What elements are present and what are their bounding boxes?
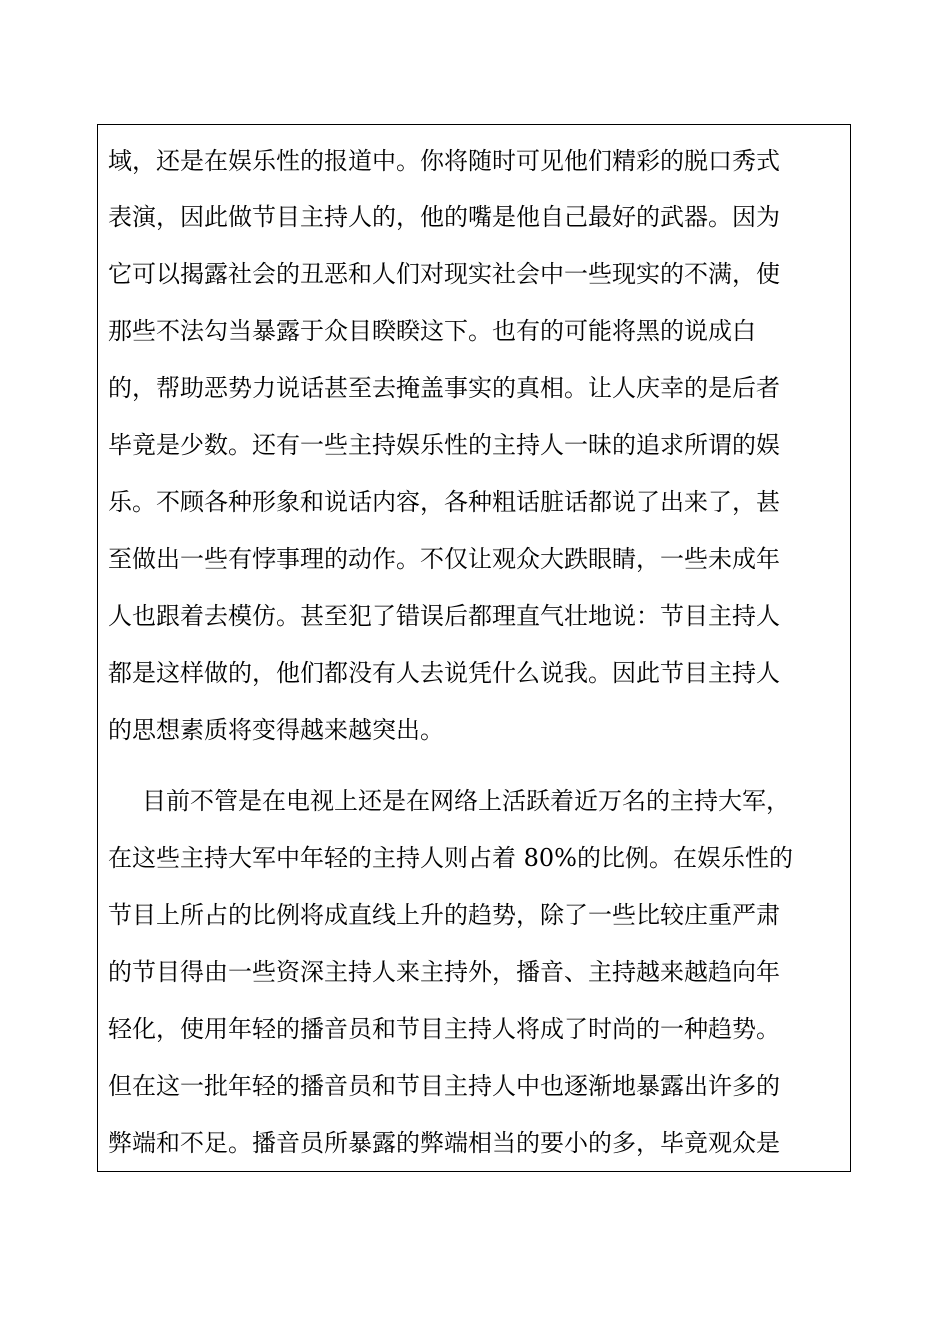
text-line: 的思想素质将变得越来越突出。	[108, 716, 444, 744]
text-line: 节目上所占的比例将成直线上升的趋势，除了一些比较庄重严肃	[108, 901, 780, 929]
text-line: 在这些主持大军中年轻的主持人则占着 80%的比例。在娱乐性的	[108, 844, 793, 872]
text-line: 乐。不顾各种形象和说话内容，各种粗话脏话都说了出来了，甚	[108, 488, 780, 516]
text-line: 的节目得由一些资深主持人来主持外，播音、主持越来越趋向年	[108, 958, 780, 986]
text-line: 毕竟是少数。还有一些主持娱乐性的主持人一昧的追求所谓的娱	[108, 431, 780, 459]
text-line: 至做出一些有悖事理的动作。不仅让观众大跌眼睛，一些未成年	[108, 545, 780, 573]
text-line: 表演，因此做节目主持人的，他的嘴是他自己最好的武器。因为	[108, 203, 780, 231]
text-line: 目前不管是在电视上还是在网络上活跃着近万名的主持大军，	[142, 787, 790, 815]
text-line: 的，帮助恶势力说话甚至去掩盖事实的真相。让人庆幸的是后者	[108, 374, 780, 402]
text-line: 但在这一批年轻的播音员和节目主持人中也逐渐地暴露出许多的	[108, 1072, 780, 1100]
text-line: 那些不法勾当暴露于众目睽睽这下。也有的可能将黑的说成白	[108, 317, 756, 345]
text-line: 轻化，使用年轻的播音员和节目主持人将成了时尚的一种趋势。	[108, 1015, 780, 1043]
text-line: 人也跟着去模仿。甚至犯了错误后都理直气壮地说：节目主持人	[108, 602, 780, 630]
text-line: 都是这样做的，他们都没有人去说凭什么说我。因此节目主持人	[108, 659, 780, 687]
text-line: 域，还是在娱乐性的报道中。你将随时可见他们精彩的脱口秀式	[108, 147, 780, 175]
text-line: 弊端和不足。播音员所暴露的弊端相当的要小的多，毕竟观众是	[108, 1129, 780, 1157]
text-line: 它可以揭露社会的丑恶和人们对现实社会中一些现实的不满，使	[108, 260, 780, 288]
